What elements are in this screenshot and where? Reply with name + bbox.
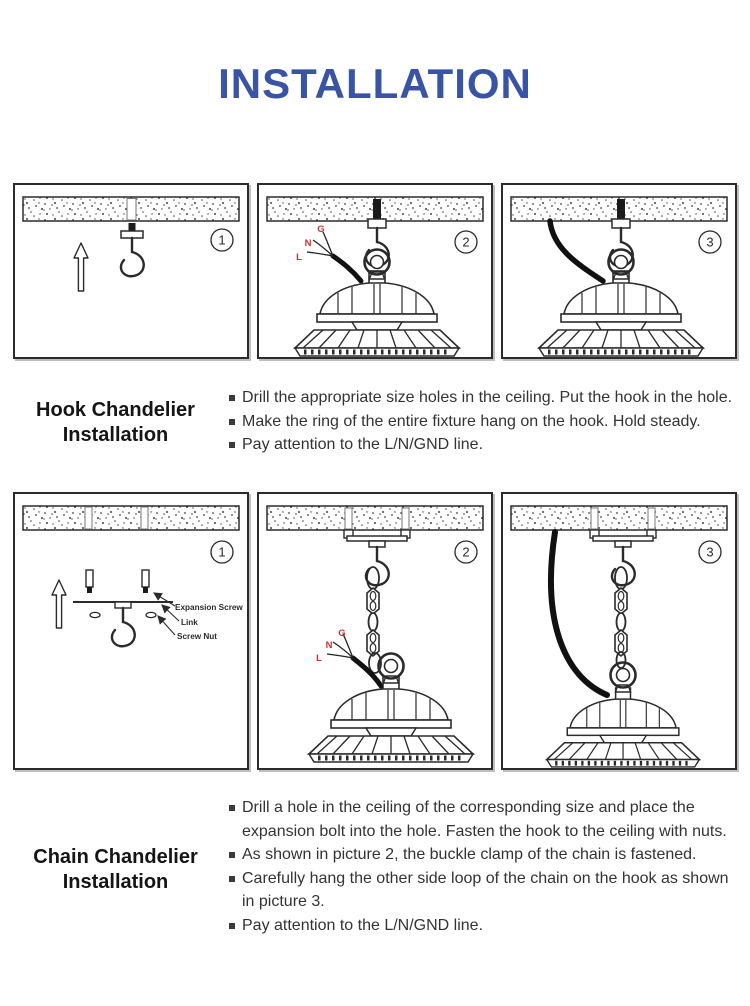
drilled-hole [127,199,136,221]
anchor-bolt [373,199,381,219]
drilled-hole [141,507,148,529]
heading-line-1: Hook Chandelier [36,399,195,421]
hook-step-2-diagram [259,185,491,357]
step-number: 1 [218,232,226,248]
hook-step-1-diagram [15,185,247,357]
bullet-item: Carefully hang the other side loop of the chain on the hook as shown in picture 3. [228,867,740,914]
bullet-item: Drill a hole in the ceiling of the corresponding size and place the expansion bolt into the hole. Fasten the hook to the ceiling with nuts. [228,796,740,843]
step-number: 3 [706,234,714,250]
bullet-item: Make the ring of the entire fixture hang on the hook. Hold steady. [228,410,740,434]
hook-section-bullets [228,386,740,457]
wire-label-g: G [317,224,325,235]
bullet-item: Pay attention to the L/N/GND line. [228,914,740,938]
bullet-item: As shown in picture 2, the buckle clamp of the chain is fastened. [228,843,740,867]
chain-step-1-panel [13,492,249,770]
expansion-screws [86,570,149,593]
chain-step-2-panel [257,492,493,770]
hook-cap [612,219,630,228]
chain-step-1-diagram [15,494,247,768]
wire-label-l: L [316,653,322,664]
label-screw-nut: Screw Nut [177,632,218,641]
step-number: 2 [462,234,470,250]
page-title: INSTALLATION [218,60,532,107]
step-number: 2 [462,544,470,560]
hook-link-plate [73,602,173,646]
step-number: 3 [706,544,714,560]
step-number: 1 [218,544,226,560]
up-arrow-icon [52,580,66,628]
wire-label-n: N [304,238,312,249]
ufo-fixture [539,271,703,356]
bullet-list [228,796,740,937]
bullet-list [228,386,740,457]
label-link: Link [181,618,198,627]
wire-label-g: G [338,628,346,639]
ceiling [23,506,239,530]
wire-label-l: L [296,252,302,263]
chain-section-bullets [228,796,740,937]
hanging-chain [615,567,627,668]
chain-step-3-panel [501,492,737,770]
step-badge [699,541,721,563]
drilled-hole [85,507,92,529]
ceiling-hook [121,223,144,276]
heading-line-2: Installation [62,871,169,893]
chain-section-heading [8,845,223,895]
wire-label-n: N [325,640,333,651]
step-badge [699,231,721,253]
hook-diagram-row [13,183,737,359]
ufo-fixture [547,688,700,767]
bullet-item: Drill the appropriate size holes in the ceiling. Put the hook in the hole. [228,386,740,410]
ufo-fixture [309,677,473,762]
ceiling [267,506,483,530]
ceiling [511,506,727,530]
hook-cap [368,219,386,228]
power-cable [551,532,607,695]
step-badge [211,229,233,251]
hook-step-1-panel [13,183,249,359]
ufo-fixture [295,271,459,356]
step-badge [455,231,477,253]
step-badge [211,541,233,563]
power-wires [296,224,361,281]
heading-line-1: Chain Chandelier [33,846,198,868]
hook-step-3-panel [501,183,737,359]
hook-step-2-panel [257,183,493,359]
chain-diagram-row [13,492,737,770]
part-callouts [154,593,243,641]
label-expansion-screw: Expansion Screw [175,603,243,612]
step-badge [455,541,477,563]
bullet-item: Pay attention to the L/N/GND line. [228,433,740,457]
anchor-bolt [617,199,625,219]
chain-step-2-diagram [259,494,491,768]
up-arrow-icon [74,243,88,291]
hook-step-3-diagram [503,185,735,357]
chain-step-3-diagram [503,494,735,768]
power-cable [550,221,603,281]
heading-line-2: Installation [62,424,169,446]
hook-section-heading [8,398,223,448]
